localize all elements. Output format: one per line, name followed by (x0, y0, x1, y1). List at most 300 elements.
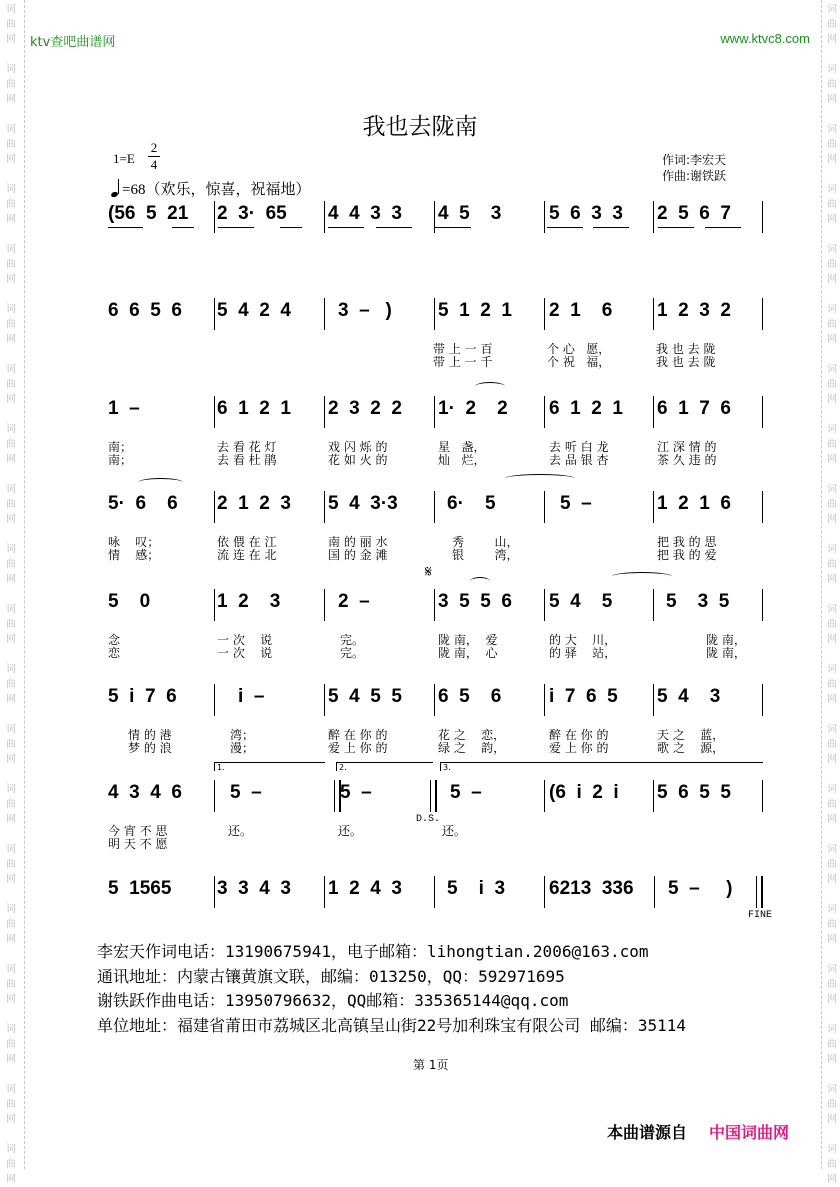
page-number: 第 1页 (413, 1058, 449, 1072)
watermark-char: 曲 (827, 1099, 837, 1110)
bar-line (762, 298, 763, 330)
bar-line (653, 396, 654, 428)
bar-line (762, 491, 763, 523)
measure-notes: 2 3 2 2 (328, 398, 402, 419)
bar-line (434, 491, 435, 523)
lyric-verse-1: 个 心 愿， (547, 342, 611, 356)
measure-notes: 5 4 5 (549, 591, 613, 612)
measure-notes: 1 – (108, 398, 140, 419)
measure-notes: 2 5 6 7 (657, 203, 731, 224)
measure-notes: 3 3 4 3 (217, 878, 291, 899)
watermark-char: 词 (6, 64, 16, 75)
lyric-verse-2: 银 湾， (452, 548, 519, 562)
beam-underline (435, 227, 471, 228)
watermark-char: 网 (6, 214, 16, 225)
watermark-char: 词 (827, 244, 837, 255)
bar-line (434, 684, 435, 716)
slur-arc (470, 577, 490, 586)
measure-notes: 6 1 7 6 (657, 398, 731, 419)
measure-notes: 5 – (560, 493, 592, 514)
credits (662, 152, 726, 184)
watermark-char: 曲 (827, 679, 837, 690)
watermark-char: 词 (6, 664, 16, 675)
watermark-char: 曲 (827, 859, 837, 870)
watermark-char: 词 (827, 904, 837, 915)
watermark-char: 网 (827, 994, 837, 1005)
measure-notes: 5 3 5 (666, 591, 730, 612)
bar-line (653, 589, 654, 621)
site-name-left: ktv查吧曲谱网 (30, 35, 116, 50)
lyric-verse-1: 秀 山， (452, 535, 519, 549)
bar-line (653, 780, 654, 812)
lyric-verse-1: 完。 (340, 633, 365, 647)
bar-line (214, 491, 215, 523)
beam-underline (172, 227, 194, 228)
bar-line (654, 876, 655, 908)
contact-line: 通讯地址：内蒙古镶黄旗文联，邮编：013250，QQ：592971695 (97, 966, 565, 986)
watermark-char: 词 (827, 184, 837, 195)
watermark-char: 网 (827, 634, 837, 645)
lyric-verse-1: 南； (108, 440, 133, 454)
lyric-verse-1: 还。 (228, 824, 253, 838)
tempo-marking (113, 178, 310, 199)
measure-notes: 6 5 6 (438, 686, 502, 707)
measure-notes: 5 4 2 4 (217, 300, 291, 321)
measure-notes: 5 0 (108, 591, 151, 612)
double-bar-line (756, 876, 763, 908)
double-bar-line (334, 780, 341, 812)
lyric-verse-2: 的 驿 站， (549, 646, 617, 660)
watermark-char: 曲 (6, 319, 16, 330)
watermark-char: 曲 (827, 919, 837, 930)
lyric-verse-1: 陇 南， 爱 (438, 633, 498, 647)
lyric-verse-1: 依 偎 在 江 (217, 535, 277, 549)
watermark-char: 词 (6, 424, 16, 435)
measure-notes: 5 1565 (108, 878, 172, 899)
measure-notes: 5 i 3 (447, 878, 506, 899)
beam-underline (108, 227, 130, 228)
bar-line (324, 201, 325, 233)
watermark-char: 网 (6, 634, 16, 645)
watermark-char: 词 (827, 604, 837, 615)
measure-notes: 5 6 3 3 (549, 203, 623, 224)
lyric-verse-1: 还。 (442, 824, 467, 838)
lyric-verse-1: 咏 叹； (108, 535, 160, 549)
watermark-char: 曲 (6, 1159, 16, 1170)
watermark-char: 曲 (827, 319, 837, 330)
watermark-char: 曲 (6, 499, 16, 510)
watermark-char: 词 (827, 304, 837, 315)
watermark-char: 曲 (6, 859, 16, 870)
measure-notes: 4 4 3 3 (328, 203, 402, 224)
watermark-char: 词 (827, 1144, 837, 1155)
watermark-char: 词 (6, 964, 16, 975)
volta-bracket: 1. (214, 762, 325, 771)
double-bar-line (430, 780, 437, 812)
score-system (100, 201, 770, 281)
watermark-char: 曲 (827, 379, 837, 390)
watermark-char: 网 (827, 214, 837, 225)
bar-line (762, 780, 763, 812)
watermark-char: 词 (827, 1084, 837, 1095)
watermark-char: 曲 (6, 739, 16, 750)
measure-notes: 5 – (340, 782, 372, 803)
watermark-char: 曲 (6, 919, 16, 930)
segno-icon: 𝄋 (425, 564, 432, 581)
bar-line (544, 396, 545, 428)
lyric-verse-2: 恋 (108, 646, 121, 660)
lyric-verse-2: 茶 久 违 的 (657, 453, 717, 467)
watermark-char: 曲 (6, 559, 16, 570)
watermark-char: 词 (6, 304, 16, 315)
watermark-char: 曲 (827, 1159, 837, 1170)
contact-line: 李宏天作词电话：13190675941，电子邮箱：lihongtian.2006@163.com (97, 942, 649, 961)
lyric-verse-2: 灿 烂， (438, 453, 486, 467)
bar-line (762, 396, 763, 428)
watermark-char: 词 (6, 784, 16, 795)
watermark-char: 词 (6, 1024, 16, 1035)
contact-line: 谢铁跃作曲电话：13950796632，QQ邮箱：335365144@qq.com (97, 991, 569, 1010)
measure-notes: (56 5 21 (108, 203, 189, 224)
right-watermark-strip (821, 0, 840, 1185)
lyric-verse-1: 戏 闪 烁 的 (328, 440, 388, 454)
watermark-char: 曲 (827, 979, 837, 990)
bar-line (544, 780, 545, 812)
bar-line (762, 201, 763, 233)
measure-notes: 5 4 5 5 (328, 686, 402, 707)
watermark-char: 曲 (6, 1039, 16, 1050)
bar-line (762, 684, 763, 716)
time-signature (148, 140, 160, 173)
watermark-char: 网 (827, 1114, 837, 1125)
song-title: 我也去陇南 (362, 114, 478, 140)
score-system (100, 298, 770, 378)
watermark-char: 网 (827, 754, 837, 765)
watermark-char: 网 (827, 454, 837, 465)
watermark-char: 网 (6, 934, 16, 945)
source-site-link[interactable]: 中国词曲网 (709, 1123, 790, 1142)
beam-underline (376, 227, 412, 228)
measure-notes: 5 4 3 (657, 686, 721, 707)
lyric-verse-2: 漫； (230, 741, 255, 755)
measure-notes: (6 i 2 i (549, 782, 619, 803)
watermark-char: 网 (6, 94, 16, 105)
lyric-verse-2: 流 连 在 北 (217, 548, 277, 562)
watermark-char: 曲 (6, 259, 16, 270)
bar-line (214, 780, 215, 812)
lyric-verse-2: 我 也 去 陇 (656, 355, 716, 369)
measure-notes: 6 1 2 1 (217, 398, 291, 419)
lyric-verse-1: 醉 在 你 的 (549, 728, 609, 742)
slur-arc (475, 382, 505, 391)
time-sig-top: 2 (150, 140, 158, 155)
lyric-verse-2: 陇 南， 心 (438, 646, 498, 660)
watermark-char: 曲 (827, 499, 837, 510)
measure-notes: 5 – (450, 782, 482, 803)
score-system (100, 491, 770, 571)
measure-notes: 6213 336 (549, 878, 634, 899)
watermark-char: 网 (6, 1174, 16, 1185)
measure-notes: i – (238, 686, 265, 707)
watermark-char: 网 (827, 34, 837, 45)
watermark-char: 词 (6, 244, 16, 255)
lyric-verse-2: 明 天 不 愿 (108, 837, 168, 851)
measure-notes: 6· 5 (447, 493, 496, 514)
watermark-char: 网 (6, 154, 16, 165)
measure-notes: 1 2 4 3 (328, 878, 402, 899)
lyric-verse-2: 一 次 说 (217, 646, 273, 660)
watermark-char: 曲 (6, 799, 16, 810)
watermark-char: 词 (827, 424, 837, 435)
lyric-verse-2: 歌 之 源， (657, 741, 725, 755)
measure-notes: 4 5 3 (438, 203, 502, 224)
measure-notes: 5 4 3·3 (328, 493, 398, 514)
bar-line (434, 876, 435, 908)
watermark-char: 曲 (6, 379, 16, 390)
lyric-verse-2: 去 品 银 杏 (549, 453, 609, 467)
measure-notes: 3 – ) (338, 300, 392, 321)
bar-line (653, 201, 654, 233)
watermark-char: 词 (6, 844, 16, 855)
lyricist: 作词:李宏天 (662, 153, 727, 167)
measure-notes: 2 – (338, 591, 370, 612)
beam-underline (280, 227, 302, 228)
watermark-char: 网 (6, 274, 16, 285)
watermark-char: 网 (6, 514, 16, 525)
slur-arc (138, 478, 183, 487)
watermark-char: 网 (6, 994, 16, 1005)
lyric-verse-1: 湾； (230, 728, 255, 742)
watermark-char: 网 (827, 394, 837, 405)
lyric-verse-1: 把 我 的 思 (657, 535, 717, 549)
score-system (100, 589, 770, 669)
bar-line (762, 589, 763, 621)
watermark-char: 词 (827, 724, 837, 735)
watermark-char: 曲 (6, 199, 16, 210)
watermark-char: 网 (6, 1114, 16, 1125)
watermark-char: 词 (6, 904, 16, 915)
measure-notes: 2 1 2 3 (217, 493, 291, 514)
measure-notes: 1 2 3 (217, 591, 281, 612)
bar-line (434, 201, 435, 233)
watermark-char: 网 (827, 334, 837, 345)
watermark-char: 曲 (827, 619, 837, 630)
bar-line (324, 396, 325, 428)
watermark-char: 曲 (827, 19, 837, 30)
measure-notes: 5 i 7 6 (108, 686, 177, 707)
bar-line (434, 396, 435, 428)
score-system (100, 396, 770, 476)
lyric-verse-2: 情 感； (108, 548, 160, 562)
slur-arc (612, 572, 672, 581)
bar-line (324, 684, 325, 716)
lyric-verse-1: 还。 (338, 824, 363, 838)
watermark-char: 曲 (827, 739, 837, 750)
bar-line (653, 298, 654, 330)
lyric-verse-1: 的 大 川， (549, 633, 617, 647)
watermark-char: 曲 (827, 79, 837, 90)
bar-line (544, 201, 545, 233)
measure-notes: 1 2 3 2 (657, 300, 731, 321)
bar-line (214, 876, 215, 908)
bar-line (653, 491, 654, 523)
lyric-verse-1: 陇 南， (706, 633, 746, 647)
lyric-verse-2: 梦 的 浪 (128, 741, 172, 755)
lyric-verse-2: 南； (108, 453, 133, 467)
measure-notes: 5 1 2 1 (438, 300, 512, 321)
watermark-char: 词 (6, 184, 16, 195)
ds-marking: D.S. (416, 814, 441, 825)
bar-line (324, 876, 325, 908)
slur-arc (505, 474, 575, 483)
lyric-verse-1: 南 的 丽 水 (328, 535, 388, 549)
watermark-char: 词 (827, 964, 837, 975)
lyric-verse-1: 情 的 港 (128, 728, 172, 742)
watermark-char: 词 (827, 664, 837, 675)
lyric-verse-1: 一 次 说 (217, 633, 273, 647)
lyric-verse-2: 带 上 一 千 (433, 355, 493, 369)
volta-bracket: 2. (336, 762, 433, 771)
watermark-char: 网 (827, 694, 837, 705)
score-system (100, 684, 770, 764)
lyric-verse-1: 带 上 一 百 (433, 342, 493, 356)
beam-underline (328, 227, 364, 228)
composer: 作曲:谢铁跃 (662, 169, 727, 183)
watermark-char: 词 (827, 784, 837, 795)
bar-line (214, 684, 215, 716)
lyric-verse-2: 把 我 的 爱 (657, 548, 717, 562)
source-credit (607, 1120, 789, 1143)
bar-line (214, 298, 215, 330)
bar-line (434, 589, 435, 621)
measure-notes: 1 2 1 6 (657, 493, 731, 514)
source-label: 本曲谱源自 (607, 1123, 688, 1142)
watermark-char: 曲 (6, 679, 16, 690)
watermark-char: 曲 (6, 79, 16, 90)
contact-line: 单位地址：福建省莆田市荔城区北高镇呈山街22号加利珠宝有限公司 邮编：35114 (97, 1015, 687, 1035)
watermark-char: 网 (827, 574, 837, 585)
watermark-char: 词 (6, 604, 16, 615)
watermark-char: 曲 (6, 19, 16, 30)
lyric-verse-1: 花 之 恋， (438, 728, 506, 742)
watermark-char: 词 (827, 544, 837, 555)
watermark-char: 网 (6, 574, 16, 585)
measure-notes: 6 6 5 6 (108, 300, 182, 321)
bar-line (544, 491, 545, 523)
measure-notes: 4 3 4 6 (108, 782, 182, 803)
bar-line (544, 298, 545, 330)
lyric-verse-1: 去 听 白 龙 (549, 440, 609, 454)
lyric-verse-1: 江 深 情 的 (657, 440, 717, 454)
watermark-char: 词 (827, 364, 837, 375)
measure-notes: 3 5 5 6 (438, 591, 512, 612)
watermark-char: 网 (827, 934, 837, 945)
watermark-char: 词 (827, 124, 837, 135)
lyric-verse-2: 爱 上 你 的 (549, 741, 609, 755)
measure-notes: 5 6 5 5 (657, 782, 731, 803)
watermark-char: 网 (6, 454, 16, 465)
watermark-char: 曲 (827, 439, 837, 450)
watermark-char: 词 (6, 544, 16, 555)
lyric-verse-1: 念 (108, 633, 121, 647)
watermark-char: 词 (6, 1084, 16, 1095)
bar-line (214, 589, 215, 621)
watermark-char: 网 (827, 1054, 837, 1065)
bar-line (214, 396, 215, 428)
bar-line (324, 298, 325, 330)
measure-notes: 1· 2 2 (438, 398, 508, 419)
beam-underline (218, 227, 254, 228)
watermark-char: 曲 (827, 1039, 837, 1050)
watermark-char: 网 (827, 274, 837, 285)
score-system (100, 763, 770, 860)
measure-notes: 5· 6 6 (108, 493, 178, 514)
left-watermark-strip (0, 0, 25, 1185)
quarter-note-icon (113, 179, 119, 197)
watermark-char: 网 (827, 814, 837, 825)
watermark-char: 网 (6, 334, 16, 345)
key-signature: 1=E (113, 151, 135, 166)
lyric-verse-2: 个 祝 福， (547, 355, 611, 369)
watermark-char: 曲 (827, 259, 837, 270)
measure-notes: 5 – (230, 782, 262, 803)
watermark-char: 网 (827, 154, 837, 165)
watermark-char: 曲 (6, 979, 16, 990)
watermark-char: 网 (6, 394, 16, 405)
beam-underline (593, 227, 629, 228)
bar-line (214, 201, 215, 233)
measure-notes: 2 3· 65 (217, 203, 287, 224)
lyric-verse-1: 星 盏， (438, 440, 486, 454)
beam-underline (658, 227, 694, 228)
watermark-char: 词 (827, 484, 837, 495)
lyric-verse-2: 花 如 火 的 (328, 453, 388, 467)
measure-notes: 2 1 6 (549, 300, 613, 321)
measure-notes: 6 1 2 1 (549, 398, 623, 419)
watermark-char: 曲 (6, 1099, 16, 1110)
watermark-char: 词 (6, 484, 16, 495)
watermark-char: 网 (827, 94, 837, 105)
watermark-char: 网 (827, 1174, 837, 1185)
watermark-char: 词 (827, 844, 837, 855)
watermark-char: 词 (6, 124, 16, 135)
watermark-char: 网 (6, 754, 16, 765)
lyric-verse-2: 国 的 金 滩 (328, 548, 388, 562)
bar-line (544, 876, 545, 908)
watermark-char: 词 (6, 724, 16, 735)
measure-notes: i 7 6 5 (549, 686, 618, 707)
watermark-char: 网 (6, 34, 16, 45)
bar-line (544, 589, 545, 621)
measure-notes: 5 – ) (668, 878, 733, 899)
watermark-char: 曲 (827, 199, 837, 210)
lyric-verse-2: 陇 南， (706, 646, 746, 660)
beam-underline (705, 227, 741, 228)
lyric-verse-2: 绿 之 韵， (438, 741, 506, 755)
bar-line (544, 684, 545, 716)
lyric-verse-2: 去 看 杜 鹃 (217, 453, 277, 467)
bar-line (324, 589, 325, 621)
watermark-char: 网 (6, 694, 16, 705)
lyric-verse-2: 完。 (340, 646, 365, 660)
watermark-char: 曲 (6, 139, 16, 150)
lyric-verse-1: 天 之 蓝， (657, 728, 725, 742)
watermark-char: 曲 (6, 619, 16, 630)
bar-line (653, 684, 654, 716)
watermark-char: 词 (827, 64, 837, 75)
watermark-char: 网 (6, 874, 16, 885)
site-url-right[interactable]: www.ktvc8.com (720, 31, 810, 46)
